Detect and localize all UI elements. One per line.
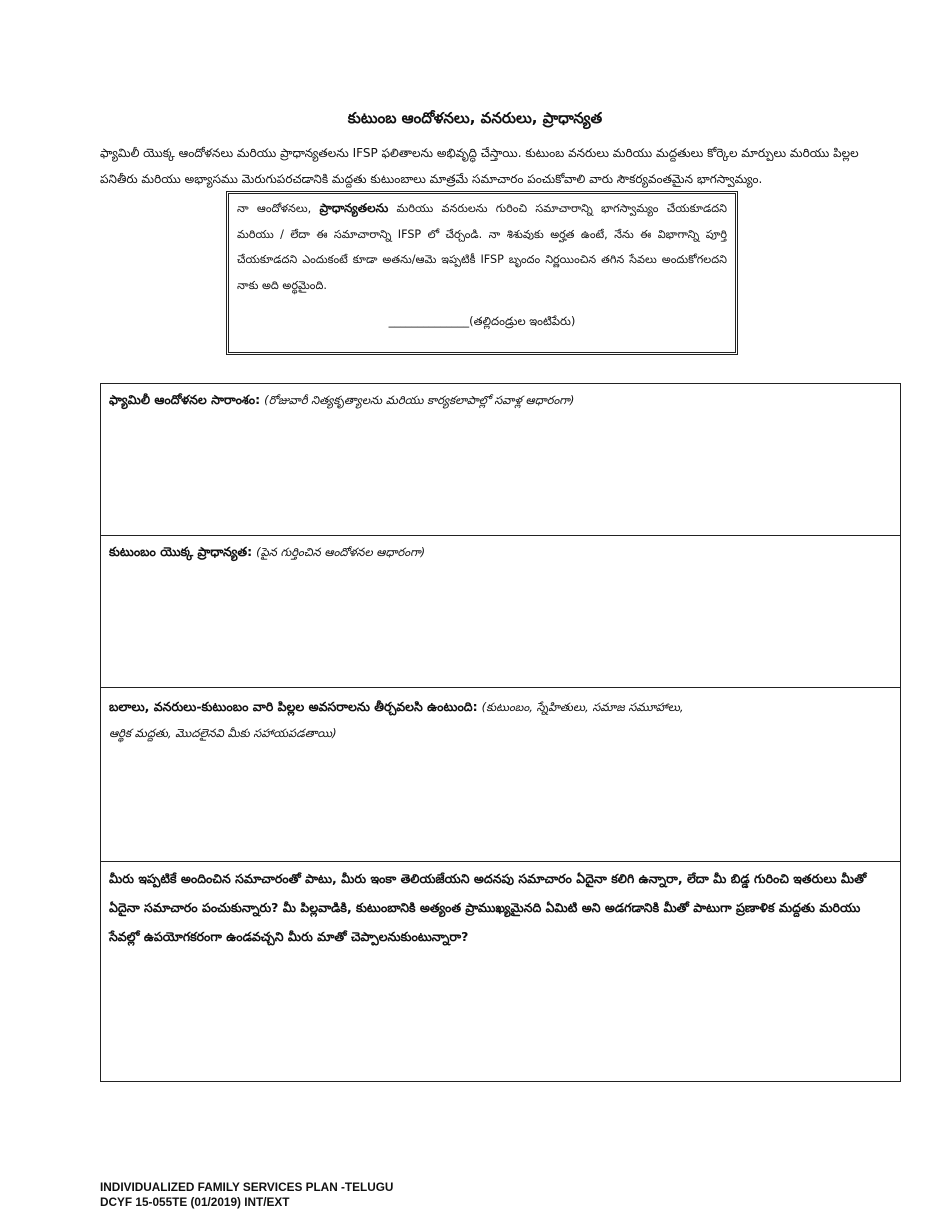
section-strengths-line: [109, 693, 892, 720]
section-concerns-summary[interactable]: [101, 384, 900, 536]
section-strengths-label: బలాలు, వనరులు-కుటుంబం వారి పిల్లల అవసరాలను తీర్చవలసి ఉంటుంది:: [109, 699, 478, 714]
page-title: కుటుంబ ఆందోళనలు, వనరులు, ప్రాధాన్యత: [347, 109, 603, 127]
form-sections: [100, 383, 901, 1082]
section-priority-hint: (పైన గుర్తించిన ఆందోళనల ఆధారంగా): [256, 545, 426, 559]
section-concerns-label: ఫ్యామిలీ ఆందోళనల సారాంశం:: [109, 392, 261, 407]
form-footer: [100, 1180, 393, 1210]
parent-signature-line[interactable]: ______________(తల్లిదండ్రుల ఇంటిపేరు): [388, 314, 576, 328]
section-additional-question: మీరు ఇప్పటికే అందించిన సమాచారంతో పాటు, మీరు ఇంకా తెలియజేయని అదనపు సమాచారం ఏదైనా కలిగి ఉన్నారా, లేదా మీ బిడ్డ గురించి ఇతరులు మీతో ఏదైనా సమాచారం పంచుకున్నారు? మీ పిల్లవాడికి, కుటుంబానికి అత్యంత ప్రాముఖ్యమైనది ఏమిటి అని అడగడానికి మీతో పాటుగా ప్రణాళిక మద్దతు మరియు సేవల్లో ఉపయోగకరంగా ఉండవచ్చని మీరు మాతో చెప్పాలనుకుంటున్నారా?: [109, 871, 867, 944]
section-concerns-hint: (రోజువారీ నిత్యకృత్యాలను మరియు కార్యకలాపాల్లో సవాళ్ల ఆధారంగా): [264, 393, 575, 407]
section-strengths-hint-cont: ఆర్థిక మద్దతు, మొదలైనవి మీకు సహాయపడతాయి): [109, 726, 337, 740]
consent-text: [237, 196, 727, 298]
consent-text-start: నా ఆందోళనలు,: [237, 202, 312, 215]
footer-form-code: DCYF 15-055TE (01/2019) INT/EXT: [100, 1195, 290, 1209]
consent-text-bold: ప్రాధాన్యతలను: [319, 201, 389, 215]
section-additional-info[interactable]: [101, 862, 900, 1081]
section-strengths-resources[interactable]: [101, 688, 900, 862]
intro-paragraph: ఫ్యామిలీ యొక్క ఆందోళనలు మరియు ప్రాధాన్యతలను IFSP ఫలితాలను అభివృద్ధి చేస్తాయి. కుటుంబ వనరులు మరియు మద్దతులు కోర్కెల మార్పులు మరియు పిల్లల పనితీరు మరియు అభ్యాసము మెరుగుపరచడానికి మద్దతు కుటుంబాలు మాత్రమే సమాచారం పంచుకోవాలి వారు సౌకర్యవంతమైన భాగస్వామ్యం.: [100, 146, 859, 186]
section-strengths-hint: (కుటుంబం, స్నేహితులు, సమాజ సమూహాలు,: [481, 700, 684, 714]
consent-box: [226, 191, 738, 355]
section-priority-label: కుటుంబం యొక్క ప్రాధాన్యత:: [109, 544, 253, 559]
footer-form-title: INDIVIDUALIZED FAMILY SERVICES PLAN -TELUGU: [100, 1180, 394, 1194]
section-family-priority[interactable]: [101, 536, 900, 688]
consent-text-rest: మరియు వనరులను గురించి సమాచారాన్ని భాగస్వామ్యం చేయకూడదని మరియు / లేదా ఈ సమాచారాన్ని IFSP లో చేర్చండి. నా శిశువుకు అర్హత ఉంటే, నేను ఈ విభాగాన్ని పూర్తి చేయకూడదని ఎందుకంటే కూడా అతను/ఆమె ఇప్పటికీ IFSP బృందం నిర్ణయించిన తగిన సేవలు అందుకోగలదని నాకు అది అర్థమైంది.: [237, 202, 727, 292]
